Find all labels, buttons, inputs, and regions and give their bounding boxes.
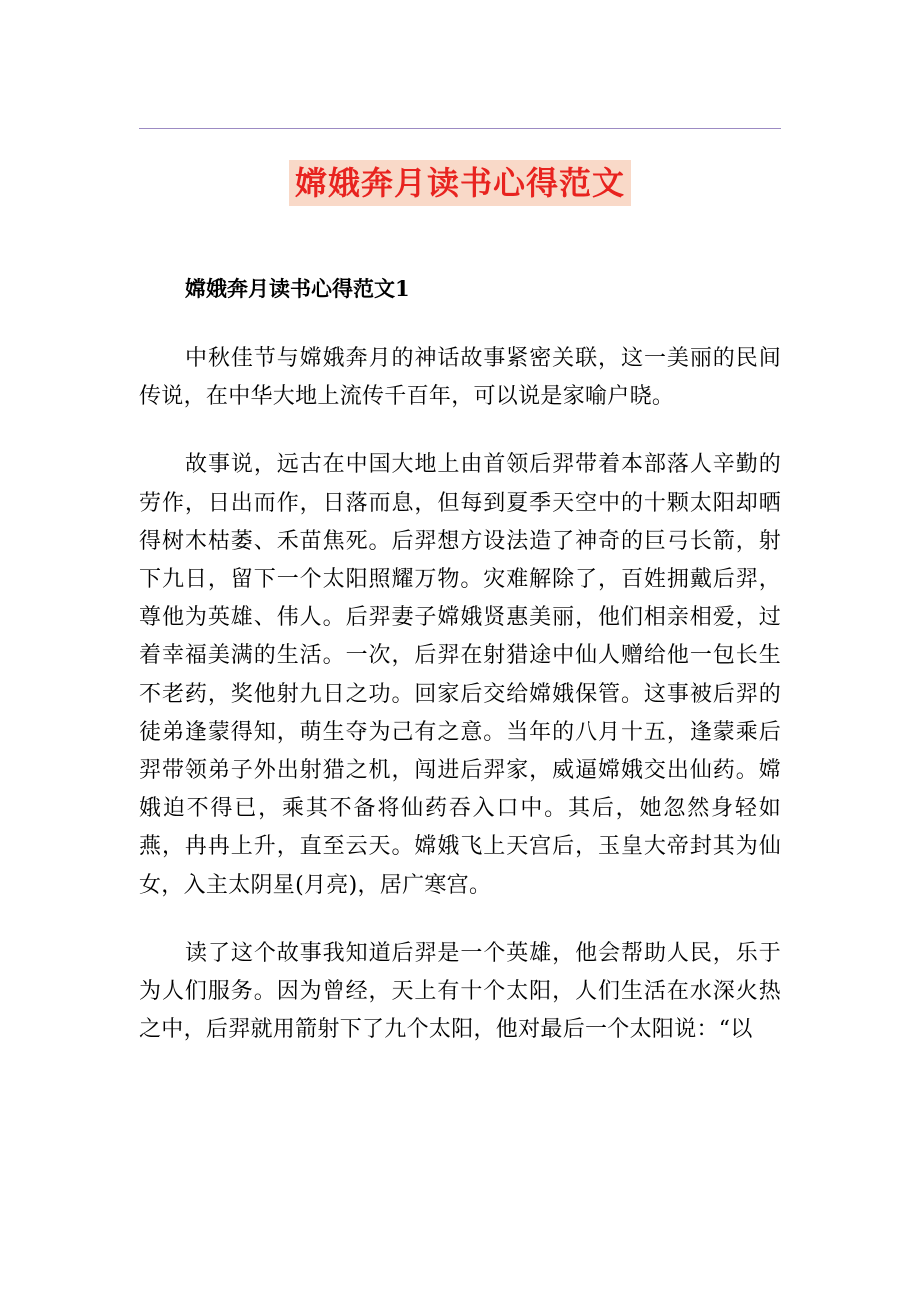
section-heading: 嫦娥奔月读书心得范文1 (185, 276, 410, 301)
document-body (139, 271, 781, 1049)
document-title: 嫦娥奔月读书心得范文 (289, 160, 631, 206)
paragraph-3: 读了这个故事我知道后羿是一个英雄，他会帮助人民，乐于为人们服务。因为曾经，天上有十个太阳，人们生活在水深火热之中，后羿就用箭射下了九个太阳，他对最后一个太阳说：“以 (139, 940, 781, 1043)
header-rule (139, 128, 781, 129)
title-container (0, 160, 920, 206)
paragraph-2: 故事说，远古在中国大地上由首领后羿带着本部落人辛勤的劳作，日出而作，日落而息，但每到夏季天空中的十颗太阳却晒得树木枯萎、禾苗焦死。后羿想方设法造了神奇的巨弓长箭，射下九日，留下一个太阳照耀万物。灾难解除了，百姓拥戴后羿，尊他为英雄、伟人。后羿妻子嫦娥贤惠美丽，他们相亲相爱，过着幸福美满的生活。一次，后羿在射猎途中仙人赠给他一包长生不老药，奖他射九日之功。回家后交给嫦娥保管。这事被后羿的徒弟逢蒙得知，萌生夺为己有之意。当年的八月十五，逢蒙乘后羿带领弟子外出射猎之机，闯进后羿家，威逼嫦娥交出仙药。嫦娥迫不得已，乘其不备将仙药吞入口中。其后，她忽然身轻如燕，冉冉上升，直至云天。嫦娥飞上天宫后，玉皇大帝封其为仙女，入主太阴星(月亮)，居广寒宫。 (139, 452, 781, 898)
paragraph-1: 中秋佳节与嫦娥奔月的神话故事紧密关联，这一美丽的民间传说，在中华大地上流传千百年，可以说是家喻户晓。 (139, 346, 781, 410)
